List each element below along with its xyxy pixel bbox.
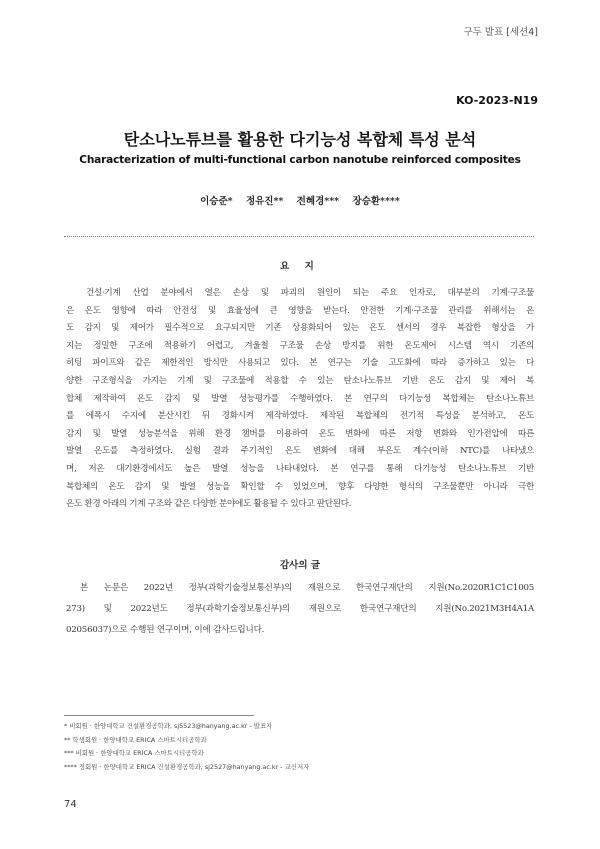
- footnote-item: ** 학생회원 · 한양대학교 ERICA 스마트시티공학과: [64, 735, 207, 744]
- author-name: 이승준*: [200, 196, 233, 207]
- footnotes: [64, 720, 534, 774]
- section-divider: [64, 236, 534, 237]
- footnote-item: *** 비회원 · 한양대학교 ERICA 스마트시티공학과: [64, 749, 204, 758]
- paper-title-korean: 탄소나노튜브를 활용한 다기능성 복합체 특성 분석: [123, 130, 477, 149]
- abstract-line: 합체 제작하여 온도 감지 및 발열 성능평가를 수행하였다. 본 연구의 다기능성 복합체는 탄소나노튜브: [66, 393, 534, 404]
- abstract-line: 감지 및 발열 성능분석을 위해 환경 챔버를 이용하여 온도 변화에 따른 저항 변화와 인가전압에 따른: [66, 428, 534, 439]
- abstract-line: 지는 정밀한 구조에 적용하기 어렵고, 겨울철 구조물 손상 방지를 위한 온도제어 시스템 역시 기존의: [66, 340, 534, 351]
- acknowledgement-line: 본 논문은 2022년 정부(과학기술정보통신부)의 재원으로 한국연구재단의 지원(No.2020R1C1C1005: [80, 583, 534, 593]
- author-name: 장승환****: [352, 196, 400, 207]
- author-name: 전혜경***: [296, 196, 340, 207]
- abstract-line: 온도 환경 아래의 기계 구조와 같은 다양한 분야에도 활용될 수 있다고 판단된다.: [66, 499, 352, 510]
- page-number: 74: [64, 799, 77, 810]
- abstract-line: 건설·기계 산업 분야에서 열은 손상 및 파괴의 원인이 되는 주요 인자로, 대부분의 기계·구조물: [86, 288, 534, 298]
- author-name: 정유진**: [245, 196, 284, 207]
- footnote-rule: [64, 715, 254, 716]
- abstract-line: 발열 온도를 측정하였다. 실험 결과 주기적인 온도 변화에 대해 부온도 계수(이하 NTC)를 나타냈으: [66, 446, 534, 457]
- abstract-heading: 요 지: [280, 261, 320, 272]
- abstract-body: [66, 285, 534, 514]
- acknowledgement-heading: 감사의 글: [279, 560, 320, 571]
- abstract-line: 도 감지 및 제어가 필수적으로 요구되지만 기존 상용화되어 있는 온도 센서의 경우 복잡한 형상을 가: [66, 323, 534, 334]
- paper-title-english: Characterization of multi-functional carbon nanotube reinforced composites: [79, 154, 521, 166]
- acknowledgement-body: [66, 578, 534, 641]
- abstract-line: 복합체의 온도 감지 및 발열 성능을 확인할 수 있었으며, 향후 다양한 형식의 구조물뿐만 아니라 극한: [66, 481, 534, 492]
- session-label: 구두 발표 [세션4]: [463, 27, 538, 38]
- abstract-line: 히팅 파이프와 같은 제한적인 방식만 사용되고 있다. 본 연구는 기술 고도화에 따라 증가하고 있는 다: [66, 358, 534, 369]
- acknowledgement-line: 02056037)으로 수행된 연구이며, 이에 감사드립니다.: [66, 625, 265, 635]
- footnote-item: * 비회원 · 한양대학교 건설환경공학과, sj5523@hanyang.ac.kr - 발표자: [64, 722, 273, 730]
- author-list: [0, 193, 600, 207]
- abstract-line: 며, 저온 대기환경에서도 높은 발열 성능을 나타내었다. 본 연구를 통해 다기능성 탄소나노튜브 기반: [66, 463, 534, 474]
- abstract-line: 를 에폭시 수지에 분산시킨 뒤 경화시켜 제작하였다. 제작된 복합체의 전기적 특성을 분석하고, 온도: [66, 411, 534, 422]
- footnote-item: **** 정회원 · 한양대학교 ERICA 건설환경공학과, sj2527@hanyang.ac.kr - 교신저자: [64, 762, 310, 771]
- paper-id: KO-2023-N19: [456, 94, 538, 107]
- abstract-line: 양한 구조형식을 가지는 기계 및 구조물에 적용할 수 있는 탄소나노튜브 기반 온도 감지 및 제어 복: [66, 375, 534, 386]
- abstract-line: 은 온도 영향에 따라 안전성 및 효율성에 큰 영향을 받는다. 안전한 기계·구조물 관리를 위해서는 온: [66, 305, 534, 316]
- acknowledgement-line: 273) 및 2022년도 정부(과학기술정보통신부)의 재원으로 한국연구재단의 지원(No.2021M3H4A1A: [66, 604, 534, 614]
